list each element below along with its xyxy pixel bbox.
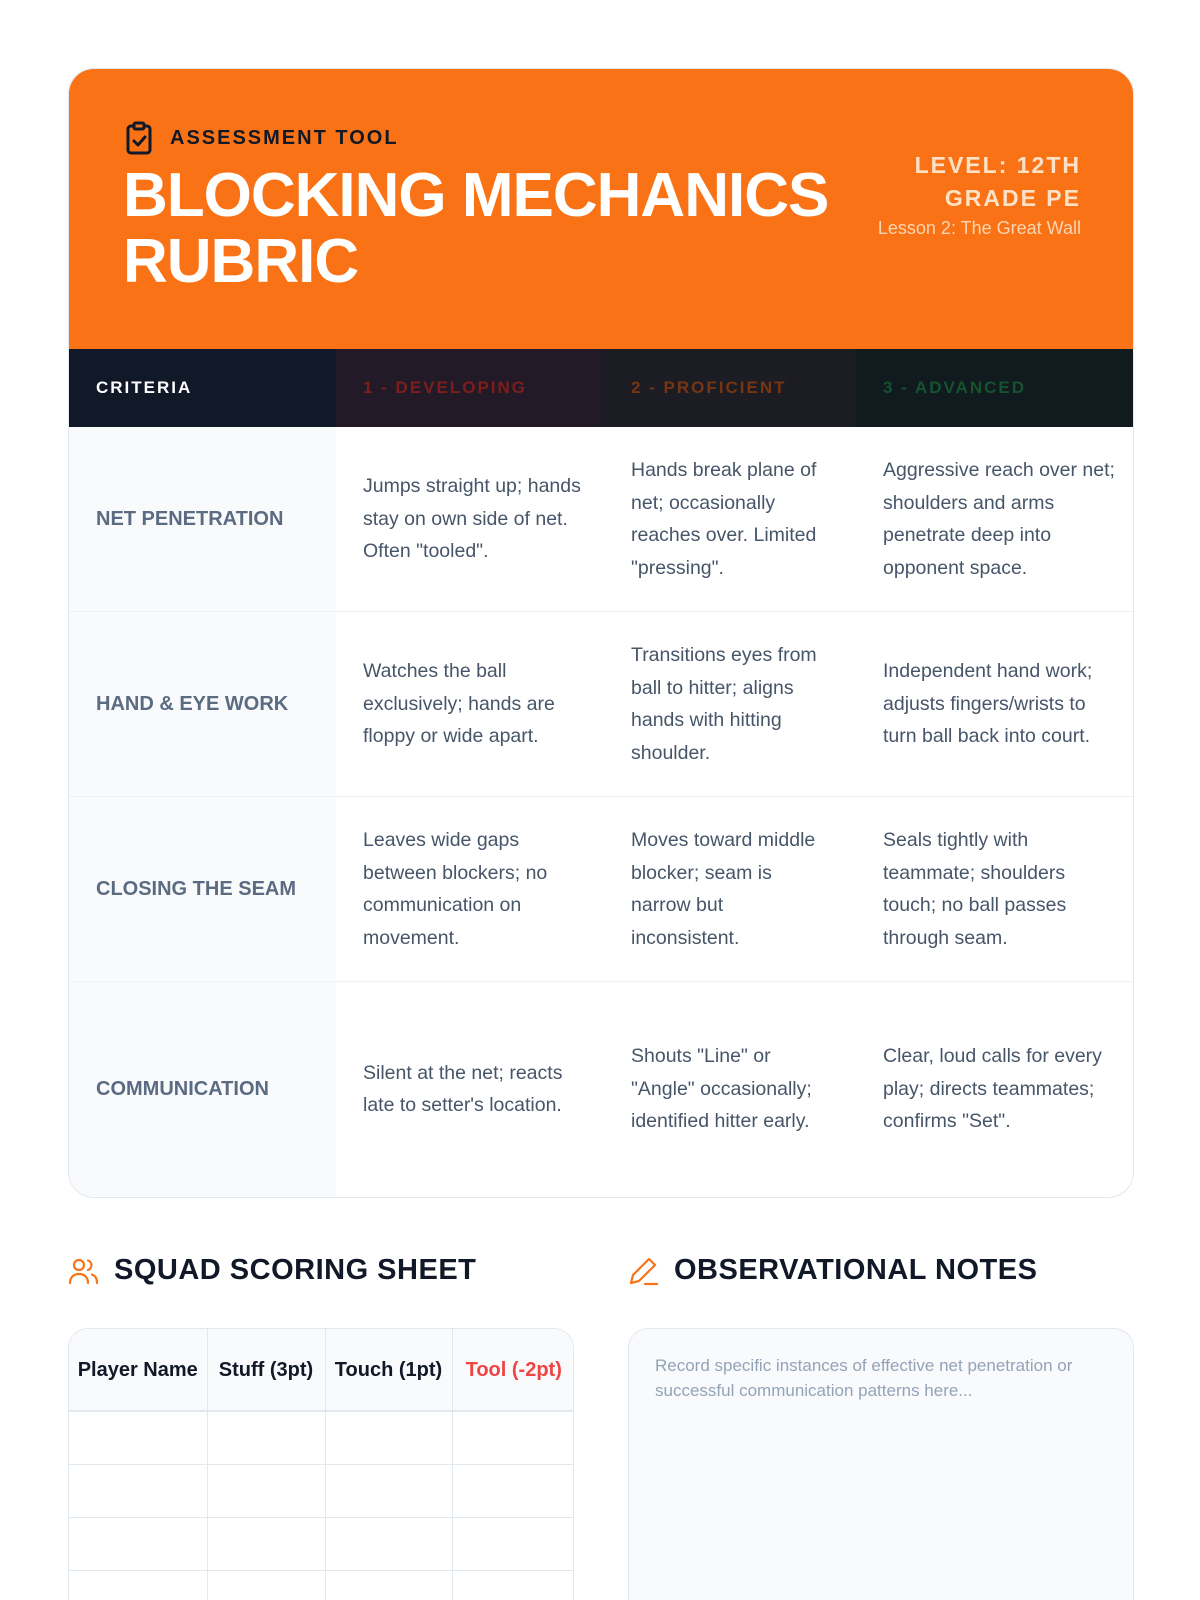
notes-section-title	[628, 1254, 1037, 1287]
developing-cell: Jumps straight up; hands stay on own side of net. Often "tooled".	[363, 475, 581, 563]
score-cell[interactable]	[207, 1570, 325, 1600]
scoring-title: SQUAD SCORING SHEET	[114, 1254, 477, 1286]
score-cell[interactable]	[452, 1464, 574, 1517]
score-cell[interactable]	[325, 1517, 452, 1570]
notes-title: OBSERVATIONAL NOTES	[674, 1254, 1038, 1286]
criteria-cell: COMMUNICATION	[69, 982, 336, 1196]
developing-cell: Leaves wide gaps between blockers; no communication on movement.	[363, 829, 548, 949]
developing-cell: Watches the ball exclusively; hands are floppy or wide apart.	[363, 660, 555, 748]
column-header-developing: 1 - DEVELOPING	[336, 349, 604, 427]
score-cell[interactable]	[452, 1411, 574, 1464]
clipboard-check-icon	[124, 121, 154, 155]
rubric-table-header	[69, 349, 1134, 427]
table-row	[69, 612, 1134, 797]
notes-placeholder: Record specific instances of effective net penetration or successful communication patterns here...	[655, 1356, 1073, 1400]
advanced-cell: Independent hand work; adjusts fingers/wrists to turn ball back into court.	[883, 660, 1093, 748]
page-title: BLOCKING MECHANICS RUBRIC	[123, 161, 829, 296]
score-cell[interactable]	[325, 1464, 452, 1517]
score-cell[interactable]	[69, 1411, 207, 1464]
score-cell[interactable]	[207, 1464, 325, 1517]
kicker-label: ASSESSMENT TOOL	[170, 126, 399, 149]
table-row	[69, 1517, 574, 1570]
criteria-cell: HAND & EYE WORK	[69, 612, 336, 796]
pen-icon	[628, 1255, 660, 1287]
column-header-touch: Touch (1pt)	[325, 1329, 452, 1411]
table-row	[69, 797, 1134, 982]
table-row	[69, 427, 1134, 612]
proficient-cell: Hands break plane of net; occasionally reaches over. Limited "pressing".	[631, 459, 817, 579]
advanced-cell: Seals tightly with teammate; shoulders touch; no ball passes through seam.	[883, 829, 1067, 949]
score-cell[interactable]	[69, 1464, 207, 1517]
table-row	[69, 1570, 574, 1600]
users-icon	[68, 1256, 100, 1286]
scoring-header-row	[69, 1329, 574, 1411]
column-header-stuff: Stuff (3pt)	[207, 1329, 325, 1411]
advanced-cell: Clear, loud calls for every play; directs teammates; confirms "Set".	[883, 1045, 1102, 1133]
developing-cell: Silent at the net; reacts late to setter's location.	[363, 1061, 563, 1116]
score-cell[interactable]	[69, 1517, 207, 1570]
column-header-tool: Tool (-2pt)	[452, 1329, 574, 1411]
table-row	[69, 1464, 574, 1517]
scoring-table-card	[68, 1328, 574, 1600]
proficient-cell: Transitions eyes from ball to hitter; aligns hands with hitting shoulder.	[631, 644, 817, 764]
score-cell[interactable]	[207, 1411, 325, 1464]
score-cell[interactable]	[325, 1411, 452, 1464]
column-header-advanced: 3 - ADVANCED	[856, 349, 1134, 427]
criteria-cell: NET PENETRATION	[69, 427, 336, 611]
level-label: LEVEL: 12TH GRADE PE	[914, 152, 1081, 211]
column-header-criteria: CRITERIA	[96, 378, 193, 397]
rubric-card	[68, 68, 1134, 1198]
lesson-label: Lesson 2: The Great Wall	[877, 218, 1081, 238]
proficient-cell: Moves toward middle blocker; seam is narrow but inconsistent.	[631, 829, 816, 949]
advanced-cell: Aggressive reach over net; shoulders and arms penetrate deep into opponent space.	[883, 459, 1115, 579]
criteria-cell: CLOSING THE SEAM	[69, 797, 336, 981]
proficient-cell: Shouts "Line" or "Angle" occasionally; identified hitter early.	[631, 1045, 812, 1133]
column-header-player-name: Player Name	[69, 1329, 207, 1411]
notes-field[interactable]	[628, 1328, 1134, 1600]
score-cell[interactable]	[325, 1570, 452, 1600]
rubric-header	[69, 69, 1133, 349]
table-row	[69, 1411, 574, 1464]
score-cell[interactable]	[452, 1570, 574, 1600]
scoring-section-title	[68, 1254, 476, 1287]
scoring-table	[69, 1329, 574, 1600]
score-cell[interactable]	[452, 1517, 574, 1570]
score-cell[interactable]	[69, 1570, 207, 1600]
kicker	[124, 121, 399, 155]
table-row	[69, 982, 1134, 1196]
rubric-table-body	[69, 427, 1134, 1196]
score-cell[interactable]	[207, 1517, 325, 1570]
column-header-proficient: 2 - PROFICIENT	[604, 349, 856, 427]
